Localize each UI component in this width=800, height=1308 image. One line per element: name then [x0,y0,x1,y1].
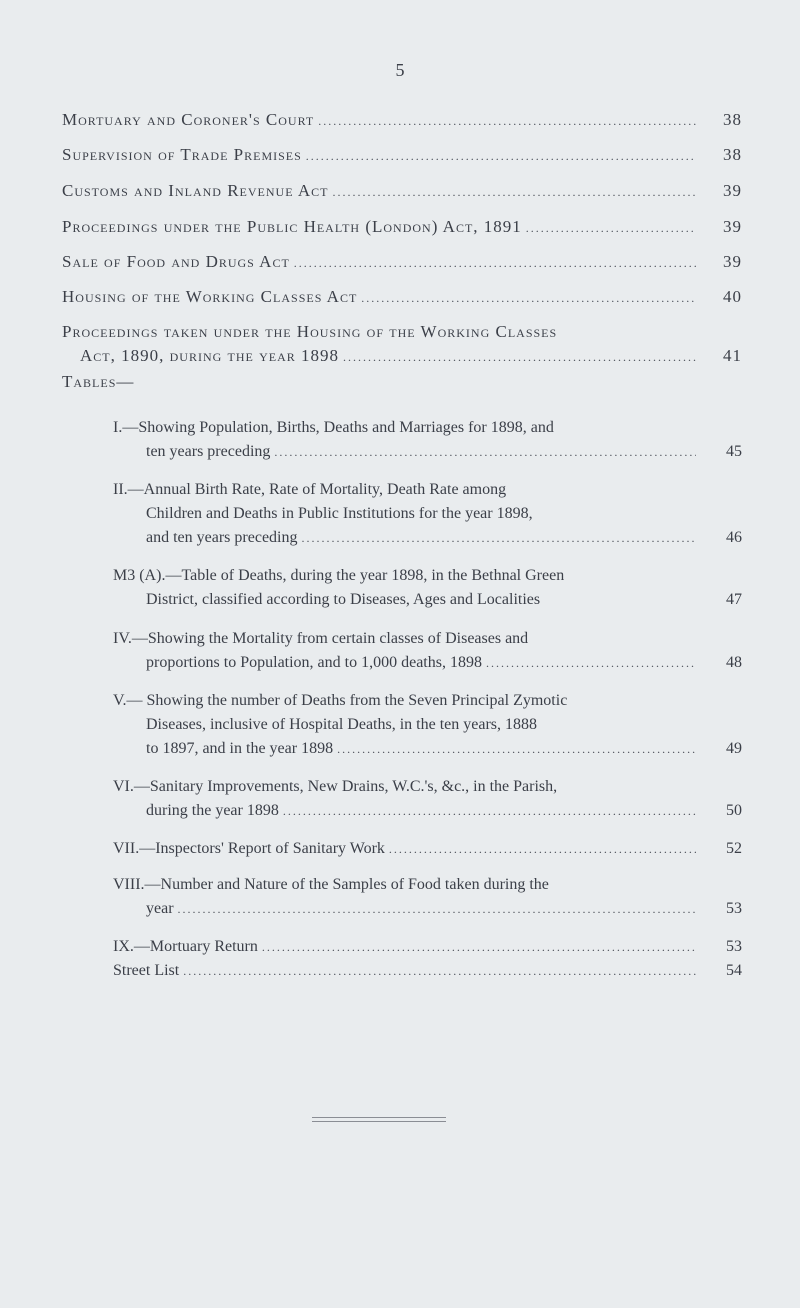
table-entry-v [113,689,742,761]
dot-leader [337,737,696,761]
table-entry-line: M3 (A).—Table of Deaths, during the year 1898, in the Bethnal Green [113,567,565,584]
toc-entry-housing-proceedings [62,320,742,369]
page-number: 5 [395,60,405,80]
toc-entry-housing [62,285,742,310]
divider-rule [312,1121,446,1122]
dot-leader [361,286,696,310]
toc-entry-title: Sale of Food and Drugs Act [62,252,290,271]
dot-leader [183,959,696,983]
toc-entry-title: Housing of the Working Classes Act [62,287,358,306]
toc-entry-food-drugs [62,250,742,275]
table-entry-line: proportions to Population, and to 1,000 deaths, 1898 [146,654,482,671]
toc-entry-title: Customs and Inland Revenue Act [62,181,329,200]
toc-entry-title-line: Proceedings taken under the Housing of the Working Classes [62,322,558,341]
table-entry-line: Street List [113,962,180,979]
table-entry-line: District, classified according to Diseases, Ages and Localities [146,591,541,608]
toc-entry-public-health [62,215,742,240]
table-entry-vii [113,837,742,861]
toc-entry-title: Mortuary and Coroner's Court [62,110,315,129]
table-entry-page: 47 [726,591,742,608]
table-entry-line: V.— Showing the number of Deaths from the Seven Principal Zymotic [113,692,568,709]
dot-leader [343,345,696,369]
divider-rule [312,1117,446,1118]
table-entry-line: IX.—Mortuary Return [113,938,258,955]
table-entry-page: 53 [726,900,742,917]
toc-entry-page: 40 [723,287,742,306]
dot-leader [262,935,696,959]
toc-entry-page: 39 [723,181,742,200]
toc-entry-title-line: Act, 1890, during the year 1898 [80,346,340,365]
toc-entry-page: 39 [723,252,742,271]
table-entry-line: II.—Annual Birth Rate, Rate of Mortality, Death Rate among [113,481,507,498]
table-entry-vi [113,775,742,823]
toc-entry-page: 38 [723,145,742,164]
table-entry-line: year [146,900,174,917]
dot-leader [178,897,696,921]
table-entry-iv [113,627,742,675]
toc-entry-title: Proceedings under the Public Health (London) Act, 1891 [62,217,522,236]
dot-leader [274,440,696,464]
dot-leader [526,216,696,240]
table-entry-page: 50 [726,802,742,819]
table-entry-line: ten years preceding [146,443,271,460]
toc-entry-title: Supervision of Trade Premises [62,145,302,164]
table-entry-line: to 1897, and in the year 1898 [146,740,334,757]
table-entry-page: 49 [726,740,742,757]
dot-leader [332,180,696,204]
dot-leader [389,837,696,861]
table-entry-line: and ten years preceding [146,529,298,546]
table-entry-page: 45 [726,443,742,460]
table-entry-i [113,416,742,464]
table-entry-line: VIII.—Number and Nature of the Samples of Food taken during the [113,876,549,893]
table-entry-street-list [113,959,742,983]
dot-leader [486,651,696,675]
table-entry-ix [113,935,742,959]
table-entry-page: 52 [726,840,742,857]
dot-leader [318,109,696,133]
table-entry-viii [113,873,742,921]
toc-entry-trade-premises [62,143,742,168]
table-entry-page: 46 [726,529,742,546]
table-entry-line: VI.—Sanitary Improvements, New Drains, W.C.'s, &c., in the Parish, [113,778,558,795]
table-entry-line: I.—Showing Population, Births, Deaths and Marriages for 1898, and [113,419,554,436]
table-entry-page: 48 [726,654,742,671]
dot-leader [283,799,696,823]
table-entry-line: VII.—Inspectors' Report of Sanitary Work [113,840,385,857]
toc-entry-page: 41 [723,346,742,365]
toc-entry-page: 39 [723,217,742,236]
table-entry-line: Children and Deaths in Public Institutions for the year 1898, [146,505,533,522]
dot-leader [306,144,696,168]
table-entry-line: IV.—Showing the Mortality from certain classes of Diseases and [113,630,529,647]
tables-heading: Tables— [62,372,135,391]
toc-entry-page: 38 [723,110,742,129]
dot-leader [301,526,696,550]
table-entry-page: 54 [726,962,742,979]
table-entry-m3a [113,564,742,612]
dot-leader [294,251,696,275]
toc-entry-customs [62,179,742,204]
table-entry-line: Diseases, inclusive of Hospital Deaths, in the ten years, 1888 [146,716,538,733]
table-entry-ii [113,478,742,550]
table-entry-line: during the year 1898 [146,802,279,819]
toc-entry-mortuary [62,108,742,133]
table-entry-page: 53 [726,938,742,955]
